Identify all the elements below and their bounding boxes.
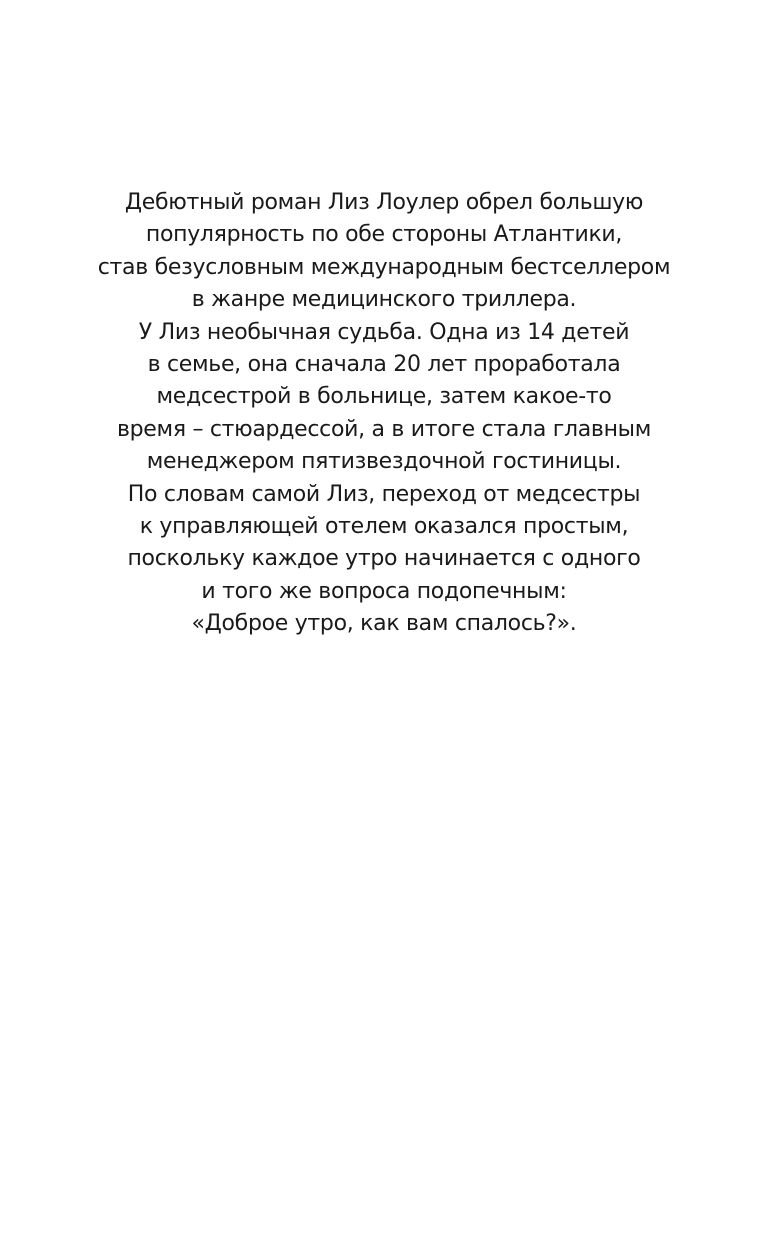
blurb-line: став безусловным международным бестселлером [97,254,671,280]
blurb-line: к управляющей отелем оказался простым, [139,514,629,540]
blurb-line: популярность по обе стороны Атлантики, [145,222,623,248]
blurb-line: медсестрой в больнице, затем какое-то [156,384,612,410]
blurb-line: менеджером пятизвездочной гостиницы. [146,449,622,475]
author-blurb [60,187,708,641]
blurb-line: в жанре медицинского триллера. [191,287,577,313]
blurb-line: и того же вопроса подопечным: [201,578,567,604]
blurb-line: «Доброе утро, как вам спалось?». [191,611,577,637]
blurb-line: поскольку каждое утро начинается с одного [127,546,641,572]
blurb-line: По словам самой Лиз, переход от медсестры [127,481,641,507]
blurb-line: У Лиз необычная судьба. Одна из 14 детей [138,319,630,345]
blurb-line: в семье, она сначала 20 лет проработала [147,352,621,378]
blurb-line: время – стюардессой, а в итоге стала главным [116,416,652,442]
blurb-line: Дебютный роман Лиз Лоулер обрел большую [124,190,644,215]
